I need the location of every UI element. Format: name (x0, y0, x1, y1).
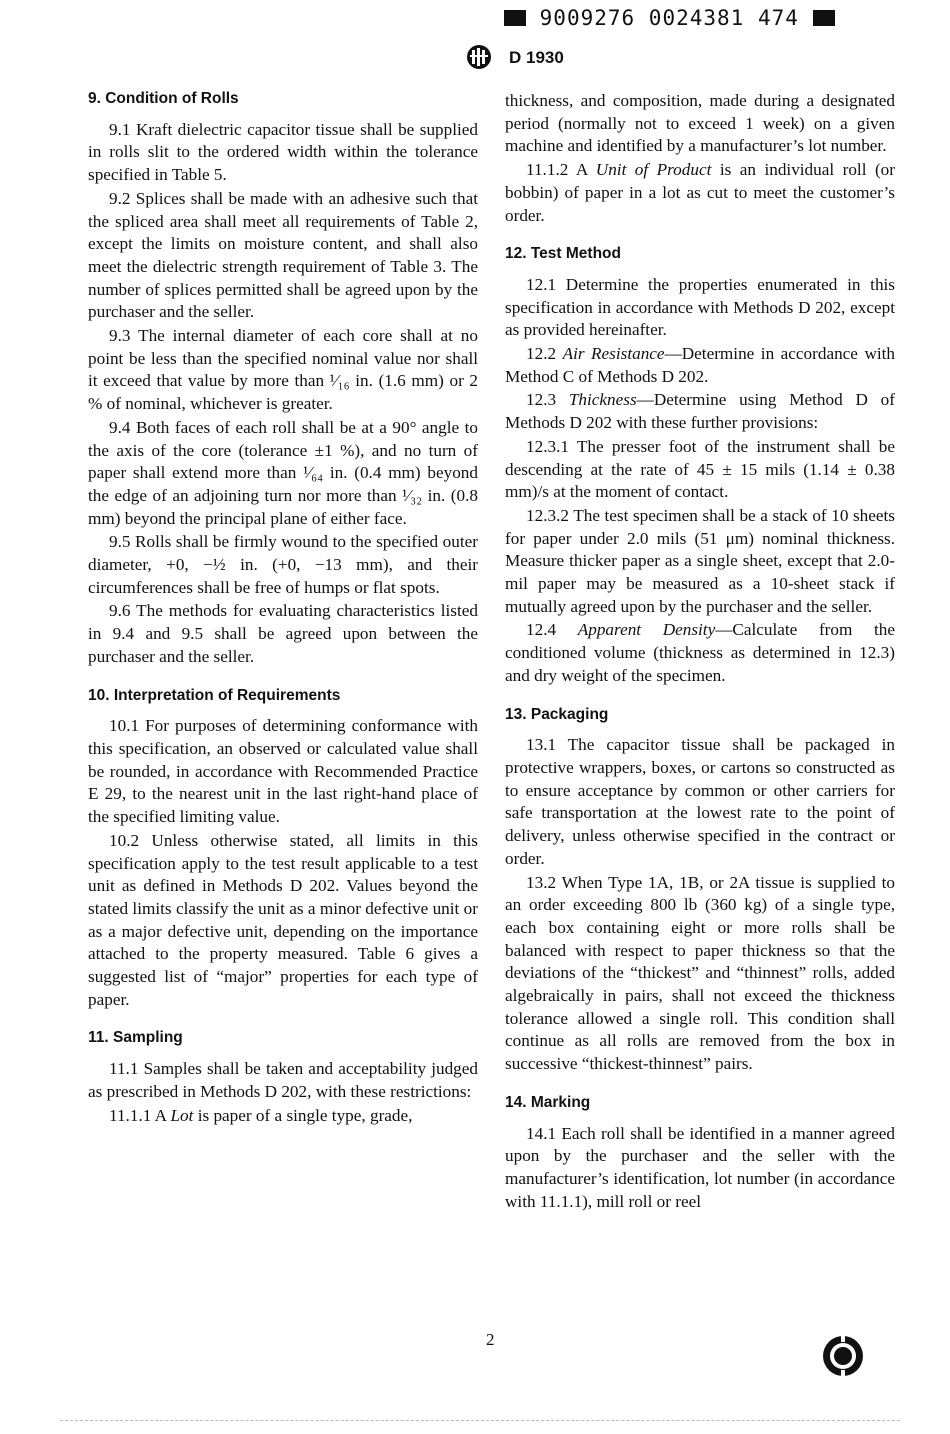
section-heading: 11. Sampling (88, 1029, 183, 1047)
defined-term: Lot (170, 1105, 194, 1125)
page-number: 2 (486, 1330, 495, 1349)
section-12 (505, 243, 895, 687)
para-number: 11.1.2 A (526, 160, 596, 180)
scan-artifact-line (60, 1420, 900, 1421)
para-text: —Determine using Method D of Methods D 202 with these further provisions: (505, 390, 895, 433)
header-barcode (504, 6, 835, 30)
paragraph (505, 389, 895, 434)
para-number: 11.1.1 A (109, 1105, 171, 1125)
defined-term: Unit of Product (595, 160, 712, 180)
section-11 (88, 1027, 478, 1127)
para-number: 12.3 (526, 390, 569, 410)
paragraph (505, 343, 895, 388)
paragraph: 12.3.2 The test specimen shall be a stack of 10 sheets for paper under 2.0 mils (51 μm) nominal thickness. Measure thicker paper as a single sheet, except that 2.0-mil paper may be measured as a 10-sheet stack if mutually agreed upon by the purchaser and the seller. (505, 505, 895, 616)
para-text: is paper of a single type, grade, (193, 1105, 413, 1125)
left-column (88, 88, 478, 1143)
section-heading: 9. Condition of Rolls (88, 90, 239, 107)
paragraph (505, 159, 895, 227)
section-9 (88, 88, 478, 669)
designation: D 1930 (509, 48, 564, 67)
defined-term: Apparent Density (577, 620, 716, 640)
paragraph: 9.2 Splices shall be made with an adhesive such that the spliced area shall meet all requirements of Table 2, except the limits on moisture content, and shall also meet the dielectric strength requirement of Table 3. The number of splices permitted shall be agreed upon by the purchaser and the seller. (88, 188, 478, 322)
right-column (505, 90, 895, 1229)
paragraph: thickness, and composition, made during a designated period (normally not to exceed 1 week) on a given machine and identified by a manufacturer’s lot number. (505, 91, 895, 156)
section-heading: 14. Marking (505, 1093, 591, 1111)
section-13 (505, 704, 895, 1076)
para-number: 12.2 (526, 344, 563, 364)
barcode-block-right (813, 10, 835, 26)
barcode-block-left (504, 10, 526, 26)
para-text: is an individual roll (or bobbin) of paper in a lot as cut to meet the customer’s order. (505, 160, 895, 225)
paragraph (88, 1105, 478, 1128)
section-heading: 13. Packaging (505, 705, 609, 723)
section-heading: 12. Test Method (505, 245, 621, 263)
paragraph: 13.2 When Type 1A, 1B, or 2A tissue is supplied to an order exceeding 800 lb (360 kg) of a single type, each box containing eight or more rolls shall be balanced with respect to paper thickness so that the deviations of the “thickest” and “thinnest” rolls, added algebraically in pairs, shall not exceed the thickness tolerance allowed a single roll. This condition shall continue as all rolls are removed from the box in successive “thickest-thinnest” pairs. (505, 872, 895, 1074)
defined-term: Thickness (568, 390, 637, 410)
paragraph: 12.1 Determine the properties enumerated in this specification in accordance with Methods D 202, except as provided hereinafter. (505, 274, 895, 340)
section-11-continued (505, 90, 895, 227)
paragraph: 14.1 Each roll shall be identified in a manner agreed upon by the purchaser and the seller with the manufacturer’s identification, lot number (in accordance with 11.1.1), mill roll or reel (505, 1123, 895, 1211)
paragraph: 13.1 The capacitor tissue shall be packaged in protective wrappers, boxes, or cartons so constructed as to ensure acceptance by common or other carriers for safe transportation at the lowest rate to the point of delivery, unless otherwise specified in the contract or order. (505, 735, 895, 868)
paragraph: 9.4 Both faces of each roll shall be at a 90° angle to the axis of the core (tolerance ±1 %), and no turn of paper shall extend more than ¹⁄₆₄ in. (0.4 mm) beyond the edge of an adjoining turn nor more than ¹⁄₃₂ in. (0.8 mm) beyond the principal plane of either face. (88, 417, 478, 528)
paragraph: 9.3 The internal diameter of each core shall at no point be less than the specified nominal value nor shall it exceed that value by more than ¹⁄₁₆ in. (1.6 mm) or 2 % of nominal, whichever is greater. (88, 326, 478, 414)
paragraph (505, 619, 895, 687)
paragraph: 10.1 For purposes of determining conformance with this specification, an observed or calculated value shall be rounded, in accordance with Recommended Practice E 29, to the nearest unit in the last right-hand place of the specified limiting value. (88, 716, 478, 827)
paragraph: 10.2 Unless otherwise stated, all limits in this specification apply to the test result applicable to a test unit as defined in Methods D 202. Values beyond the stated limits classify the unit as a minor defective unit or as a major defective unit, depending on the importance attached to the property measured. Table 6 gives a suggested list of “major” properties for each type of paper. (88, 830, 478, 1009)
defined-term: Air Resistance (562, 344, 665, 364)
section-10 (88, 685, 478, 1012)
astm-logo-icon (465, 43, 493, 71)
paragraph: 12.3.1 The presser foot of the instrument shall be descending at the rate of 45 ± 15 mils (1.14 ± 0.38 mm)/s at the moment of contact. (505, 436, 895, 502)
para-text: —Determine in accordance with Method C of Methods D 202. (505, 344, 895, 386)
barcode-text: 9009276 0024381 474 (539, 6, 799, 30)
paragraph: 9.1 Kraft dielectric capacitor tissue shall be supplied in rolls slit to the ordered width within the tolerance specified in Table 5. (88, 119, 478, 185)
paragraph: 9.5 Rolls shall be firmly wound to the specified outer diameter, +0, −½ in. (+0, −13 mm), and their circumferences shall be free of humps or flat spots. (88, 532, 478, 597)
para-text: —Calculate from the conditioned volume (thickness as determined in 12.3) and dry weight of the specimen. (505, 620, 896, 685)
paragraph: 11.1 Samples shall be taken and acceptability judged as prescribed in Methods D 202, with these restrictions: (88, 1059, 478, 1101)
paragraph: 9.6 The methods for evaluating characteristics listed in 9.4 and 9.5 shall be agreed upon between the purchaser and the seller. (88, 601, 478, 666)
astm-seal-icon (820, 1333, 866, 1379)
section-heading: 10. Interpretation of Requirements (88, 686, 341, 704)
para-number: 12.4 (526, 620, 578, 640)
section-14 (505, 1092, 895, 1214)
